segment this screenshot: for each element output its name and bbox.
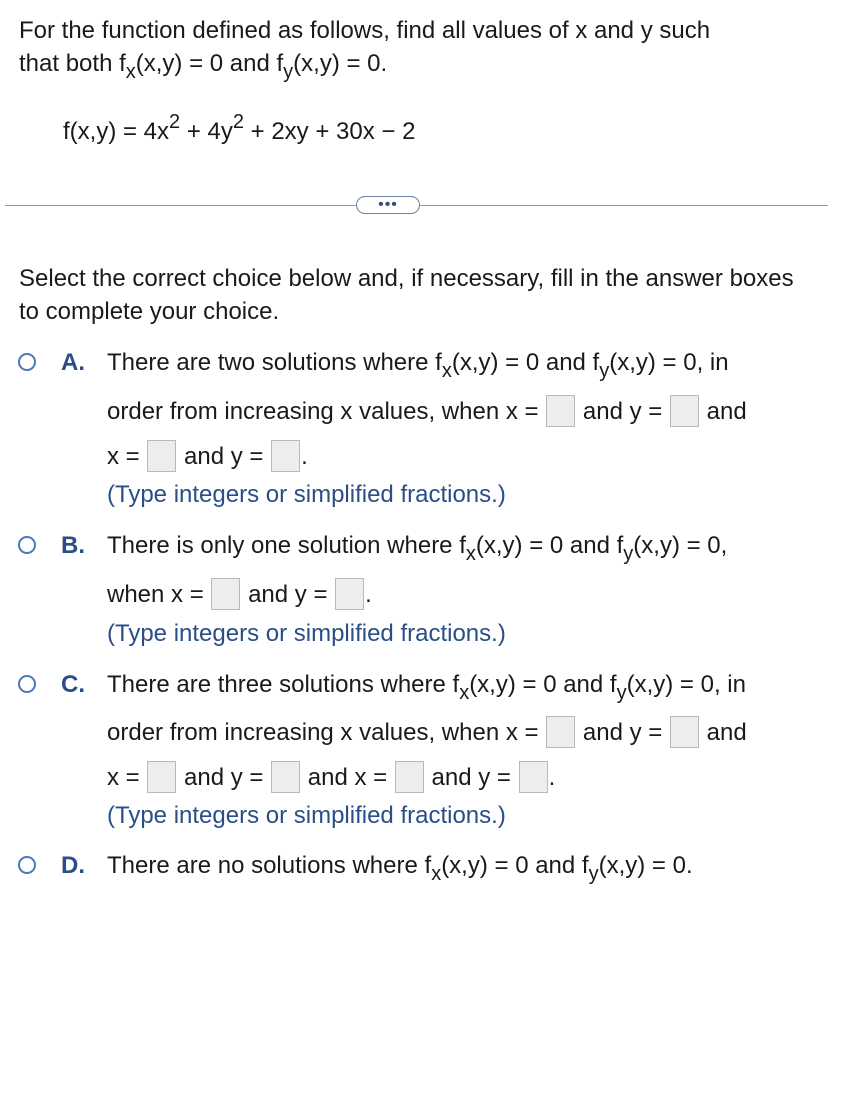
choice-text: when x = xyxy=(107,581,204,608)
choice-text: (x,y) = 0 and f xyxy=(475,532,624,559)
choice-text: (x,y) = 0, in xyxy=(609,349,729,376)
choice-text: (x,y) = 0, in xyxy=(626,671,746,698)
choice-text: (x,y) = 0 and f xyxy=(469,671,617,698)
answer-box-a-y2[interactable] xyxy=(271,440,300,472)
choice-c-letter: C. xyxy=(61,671,85,698)
question-line-1: For the function defined as follows, find all values of x and y such xyxy=(19,17,711,44)
choice-text: . xyxy=(365,581,372,608)
choice-text: order from increasing x values, when x = xyxy=(107,398,539,425)
radio-choice-a[interactable] xyxy=(18,353,36,371)
choice-text: and y = xyxy=(184,443,264,470)
choice-d-line-1 xyxy=(107,849,693,884)
choice-text: and y = xyxy=(582,719,663,746)
answer-box-a-y1[interactable] xyxy=(670,395,699,427)
choice-text: x = xyxy=(107,764,140,791)
choice-text: (x,y) = 0 and f xyxy=(441,852,589,879)
choice-text: (x,y) = 0 and f xyxy=(451,349,600,376)
choice-a-letter: A. xyxy=(61,349,85,376)
func-exponent: 2 xyxy=(169,111,181,133)
choice-text: x = xyxy=(107,443,140,470)
choice-text: and y = xyxy=(431,764,511,791)
choice-text: . xyxy=(548,764,556,791)
choice-c-line-2 xyxy=(107,716,747,750)
answer-box-c-y1[interactable] xyxy=(670,716,699,748)
instruction-text: Select the correct choice below and, if necessary, fill in the answer boxes to complete your choice. xyxy=(19,265,794,325)
answer-box-c-x3[interactable] xyxy=(395,761,424,793)
choice-a-line-1 xyxy=(107,346,729,381)
answer-box-c-x1[interactable] xyxy=(546,716,575,748)
choice-a-hint: (Type integers or simplified fractions.) xyxy=(107,481,506,508)
choice-d-letter: D. xyxy=(61,852,85,879)
choice-text: (x,y) = 0, xyxy=(633,532,728,559)
func-part: + 4y xyxy=(180,118,233,145)
choice-text: and y = xyxy=(582,398,663,425)
choice-b-hint: (Type integers or simplified fractions.) xyxy=(107,620,506,647)
choice-text: and xyxy=(706,398,747,425)
function-definition xyxy=(63,111,416,150)
choice-sub: x xyxy=(465,543,476,565)
choice-c-hint: (Type integers or simplified fractions.) xyxy=(107,802,506,829)
choice-text: (x,y) = 0. xyxy=(598,852,693,879)
answer-box-a-x1[interactable] xyxy=(546,395,575,427)
choice-sub: x xyxy=(459,682,470,704)
question-line-2 xyxy=(19,47,819,82)
choice-sub: y xyxy=(616,682,627,704)
choice-sub: x xyxy=(441,360,452,382)
answer-box-b-x[interactable] xyxy=(211,578,240,610)
choice-text: and y = xyxy=(184,764,264,791)
q-sub-y: y xyxy=(283,61,294,83)
choice-sub: y xyxy=(588,863,599,885)
choice-a-line-3 xyxy=(107,440,308,474)
choice-sub: x xyxy=(431,863,442,885)
q-text: (x,y) = 0. xyxy=(293,50,388,77)
choice-text: and y = xyxy=(248,581,328,608)
question-text xyxy=(19,14,819,82)
choice-sub: y xyxy=(599,360,610,382)
radio-choice-c[interactable] xyxy=(18,675,36,693)
choice-text: and x = xyxy=(307,764,388,791)
choice-text: There are no solutions where f xyxy=(107,852,432,879)
choice-b-letter: B. xyxy=(61,532,85,559)
choice-b-line-1 xyxy=(107,529,727,564)
q-text: that both f xyxy=(19,50,126,77)
func-part: + 2xy + 30x − 2 xyxy=(243,118,416,145)
choice-text: There is only one solution where f xyxy=(107,532,466,559)
choice-text: . xyxy=(301,443,308,470)
func-exponent: 2 xyxy=(232,111,244,133)
answer-box-c-y2[interactable] xyxy=(271,761,300,793)
radio-choice-d[interactable] xyxy=(18,856,36,874)
choice-text: and xyxy=(706,719,747,746)
q-text: (x,y) = 0 and f xyxy=(135,50,284,77)
choice-sub: y xyxy=(623,543,634,565)
q-sub-x: x xyxy=(125,61,136,83)
answer-box-b-y[interactable] xyxy=(335,578,364,610)
choice-text: order from increasing x values, when x = xyxy=(107,719,539,746)
more-options-button[interactable] xyxy=(356,196,420,214)
choice-c-line-3 xyxy=(107,761,555,795)
answer-box-a-x2[interactable] xyxy=(147,440,176,472)
choice-c-line-1 xyxy=(107,668,746,703)
func-part: f(x,y) = 4x xyxy=(63,118,170,145)
choice-text: There are three solutions where f xyxy=(107,671,460,698)
choice-a-line-2 xyxy=(107,395,747,429)
answer-box-c-y3[interactable] xyxy=(519,761,548,793)
ellipsis-icon: ••• xyxy=(378,196,398,213)
radio-choice-b[interactable] xyxy=(18,536,36,554)
choice-b-line-2 xyxy=(107,578,372,612)
answer-box-c-x2[interactable] xyxy=(147,761,176,793)
choice-text: There are two solutions where f xyxy=(107,349,442,376)
